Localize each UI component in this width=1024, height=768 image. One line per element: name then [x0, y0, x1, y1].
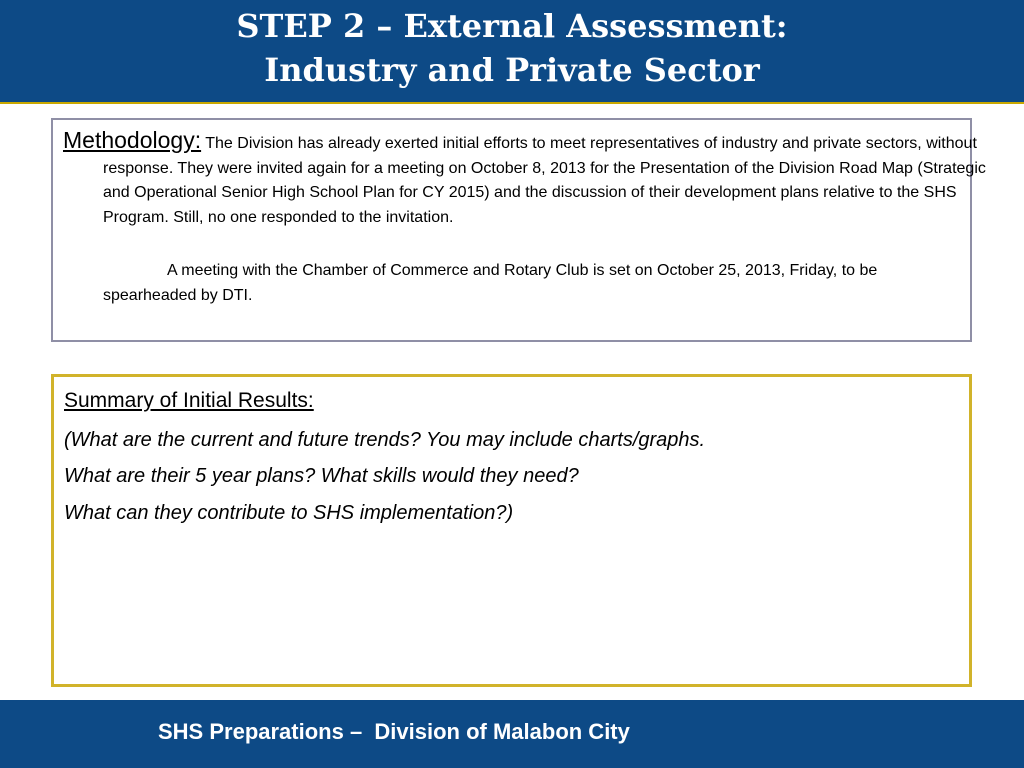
slide-title-line-1: STEP 2 – External Assessment: — [236, 7, 788, 45]
methodology-label: Methodology: — [63, 127, 202, 153]
methodology-meeting-text: A meeting with the Chamber of Commerce and Rotary Club is set on October 25, 2013, Friday, to be spearheaded by DTI. — [103, 262, 878, 304]
header-bar — [0, 0, 1024, 104]
methodology-box — [51, 118, 986, 342]
summary-question-contribution: What can they contribute to SHS implementation?) — [64, 502, 514, 524]
slide-title-line-2: Industry and Private Sector — [264, 51, 760, 89]
summary-question-trends: (What are the current and future trends? You may include charts/graphs. — [64, 429, 706, 451]
summary-heading: Summary of Initial Results: — [64, 389, 314, 412]
footer-bar — [0, 700, 1024, 768]
slide-title — [0, 4, 1024, 92]
summary-box — [51, 374, 972, 687]
methodology-text: The Division has already exerted initial efforts to meet representatives of industry and private sectors, without response. They were invited again for a meeting on October 8, 2013 for the Presentation of the Division Road Map (Strategic and Operational Senior High School Plan for CY 2015) and the discussion of their development plans relative to the SHS Program. Still, no one responded to the invitation. — [103, 135, 986, 226]
footer-text: SHS Preparations – Division of Malabon City — [158, 719, 630, 744]
methodology-paragraph — [63, 128, 995, 230]
summary-question-plans: What are their 5 year plans? What skills would they need? — [64, 465, 579, 487]
